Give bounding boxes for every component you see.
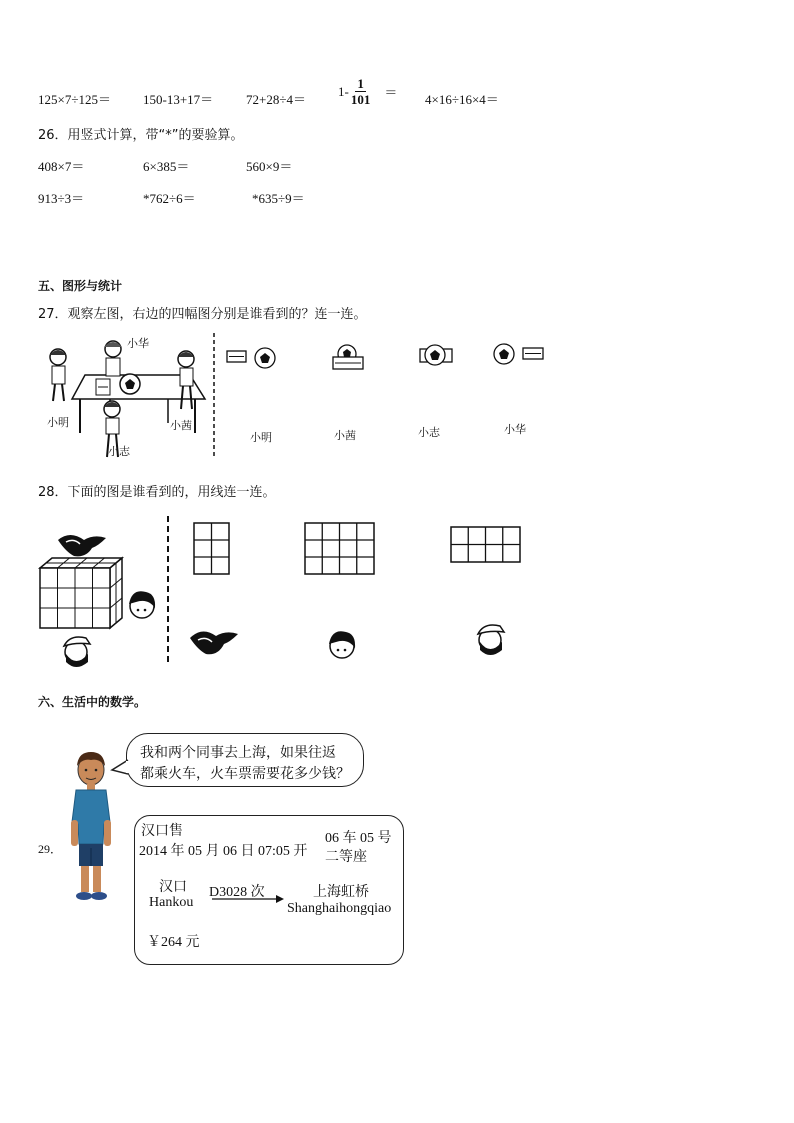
q25-expr-1: 125×7÷125＝ [38, 92, 111, 107]
ticket-date: 2014 年 05 月 06 日 07:05 开 [139, 844, 308, 859]
q25-expr-3: 72+28÷4＝ [246, 92, 306, 107]
section-5-title: 五、图形与统计 [38, 279, 123, 293]
q29-number: 29． [38, 842, 63, 856]
answer-label-2: 小茜 [334, 429, 356, 442]
q28-cube-scene-illustration [36, 528, 166, 678]
expr-4-prefix: 1- [338, 83, 349, 99]
arrow-right-icon [212, 894, 284, 904]
q28-title: 28．下面的图是谁看到的，用线连一连。 [38, 485, 276, 500]
ticket-price: ￥264 元 [147, 935, 200, 950]
q25-expr-5: 4×16÷16×4＝ [425, 92, 499, 107]
fraction-numerator: 1 [357, 76, 364, 91]
fraction [351, 76, 371, 107]
scene-label-bottom: 小志 [108, 445, 130, 458]
view-box-ball-icon [226, 346, 281, 370]
fraction-denominator: 101 [350, 92, 371, 107]
q27-title: 27．观察左图，右边的四幅图分别是谁看到的？连一连。 [38, 307, 367, 322]
ticket-seat: 二等座 [325, 850, 367, 865]
view-ball-front-box-icon [418, 343, 454, 371]
speech-line-2: 都乘火车，火车票需要花多少钱？ [140, 766, 350, 782]
speech-line-1: 我和两个同事去上海，如果往返 [140, 745, 336, 761]
scene-label-left: 小明 [47, 416, 69, 429]
view-grid-2x3 [193, 522, 231, 576]
q26-r2-b: *762÷6＝ [143, 191, 196, 206]
q28-divider [166, 516, 170, 662]
boy-character-illustration [66, 748, 116, 906]
q27-scene-illustration [40, 335, 220, 465]
q25-expr-2: 150-13+17＝ [143, 92, 214, 107]
q27-divider [212, 333, 216, 459]
ticket-from-cn: 汉口 [159, 880, 187, 895]
answer-label-1: 小明 [250, 431, 272, 444]
speech-bubble-tail [110, 758, 130, 778]
answer-label-3: 小志 [418, 426, 440, 439]
q26-r1-c: 560×9＝ [246, 159, 293, 174]
expr-4-equals: ＝ [384, 85, 398, 100]
q26-r2-a: 913÷3＝ [38, 191, 85, 206]
q26-r1-a: 408×7＝ [38, 159, 85, 174]
view-ball-box-icon [492, 343, 548, 367]
scene-label-right: 小茜 [170, 419, 192, 432]
girl-face-icon [322, 624, 362, 664]
view-grid-4x3 [304, 522, 376, 576]
q26-title: 26．用竖式计算，带“*”的要验算。 [38, 128, 244, 143]
bird-icon [186, 624, 242, 660]
q26-r2-c: *635÷9＝ [252, 191, 305, 206]
ticket-to-cn: 上海虹桥 [313, 885, 369, 900]
boy-cap-icon [470, 616, 510, 662]
view-ball-behind-box-icon [332, 344, 366, 372]
q25-expr-4 [338, 76, 397, 107]
ticket-from-en: Hankou [149, 895, 194, 910]
ticket-seller: 汉口售 [141, 824, 183, 839]
ticket-car: 06 车 05 号 [325, 831, 392, 846]
view-grid-4x2 [450, 526, 522, 564]
scene-label-top: 小华 [127, 337, 149, 350]
ticket-to-en: Shanghaihongqiao [287, 901, 392, 916]
ticket-train-number: D3028 次 [209, 885, 265, 900]
answer-label-4: 小华 [504, 423, 526, 436]
q26-r1-b: 6×385＝ [143, 159, 190, 174]
section-6-title: 六、生活中的数学。 [38, 695, 147, 709]
